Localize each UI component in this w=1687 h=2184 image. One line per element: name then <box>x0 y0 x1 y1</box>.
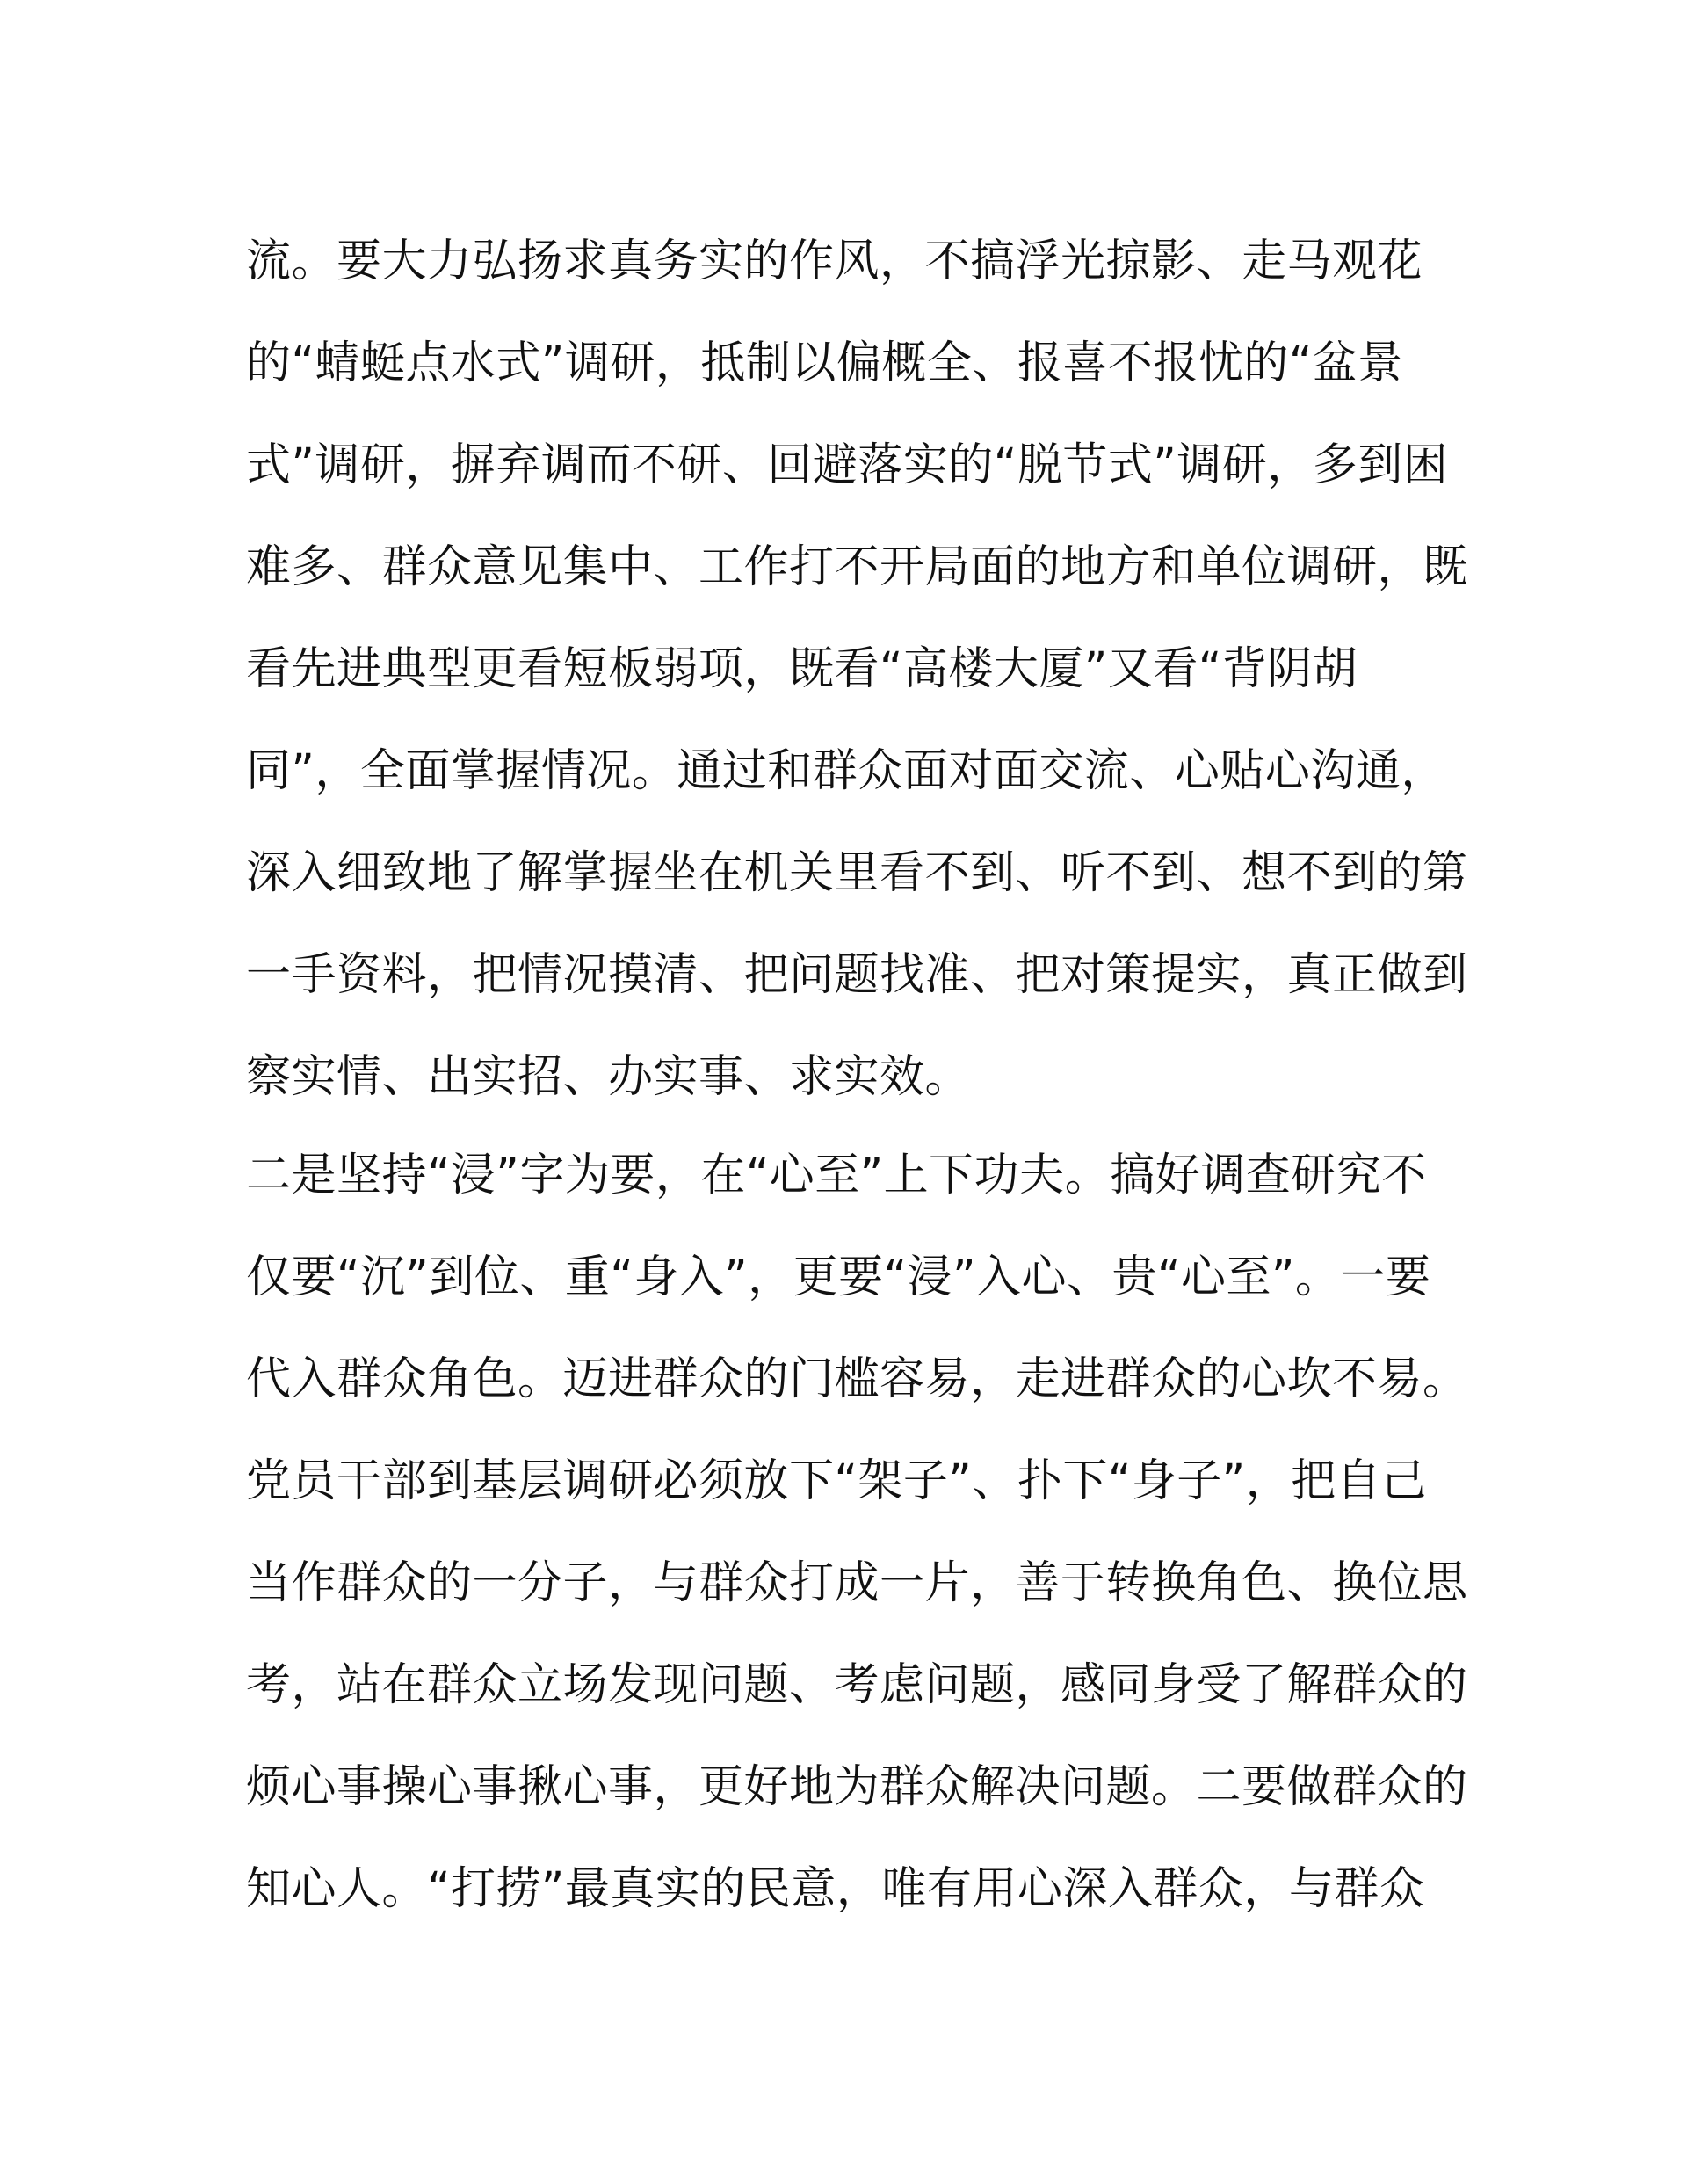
text-line: 仅要“沉”到位、重“身入”，更要“浸”入心、贵“心至”。一要 <box>246 1252 1431 1303</box>
text-line: 一手资料，把情况摸清、把问题找准、把对策提实，真正做到 <box>246 949 1468 1001</box>
paragraph-1 <box>246 236 1476 1157</box>
text-line: 知心人。“打捞”最真实的民意，唯有用心深入群众，与群众 <box>246 1863 1425 1915</box>
text-line: 党员干部到基层调研必须放下“架子”、扑下“身子”，把自己 <box>246 1455 1427 1507</box>
text-line: 流。要大力弘扬求真务实的作风，不搞浮光掠影、走马观花 <box>246 236 1423 287</box>
text-line: 当作群众的一分子，与群众打成一片，善于转换角色、换位思 <box>246 1557 1468 1609</box>
text-line: 二是坚持“浸”字为要，在“心至”上下功夫。搞好调查研究不 <box>246 1150 1427 1201</box>
text-line: 烦心事操心事揪心事，更好地为群众解决问题。二要做群众的 <box>246 1761 1468 1813</box>
text-line: 式”调研，摒弃调而不研、回避落实的“脱节式”调研，多到困 <box>246 439 1449 491</box>
text-line: 同”，全面掌握情况。通过和群众面对面交流、心贴心沟通， <box>246 745 1446 797</box>
text-line: 考，站在群众立场发现问题、考虑问题，感同身受了解群众的 <box>246 1659 1468 1711</box>
text-line: 看先进典型更看短板弱项，既看“高楼大厦”又看“背阴胡 <box>246 643 1358 695</box>
text-line: 察实情、出实招、办实事、求实效。 <box>246 1051 971 1103</box>
text-line: 深入细致地了解掌握坐在机关里看不到、听不到、想不到的第 <box>246 847 1468 899</box>
text-line: 代入群众角色。迈进群众的门槛容易，走进群众的心坎不易。 <box>246 1353 1468 1405</box>
text-line: 的“蜻蜓点水式”调研，抵制以偏概全、报喜不报忧的“盆景 <box>246 337 1403 389</box>
paragraph-2 <box>246 1150 1476 1969</box>
text-line: 难多、群众意见集中、工作打不开局面的地方和单位调研，既 <box>246 541 1468 593</box>
